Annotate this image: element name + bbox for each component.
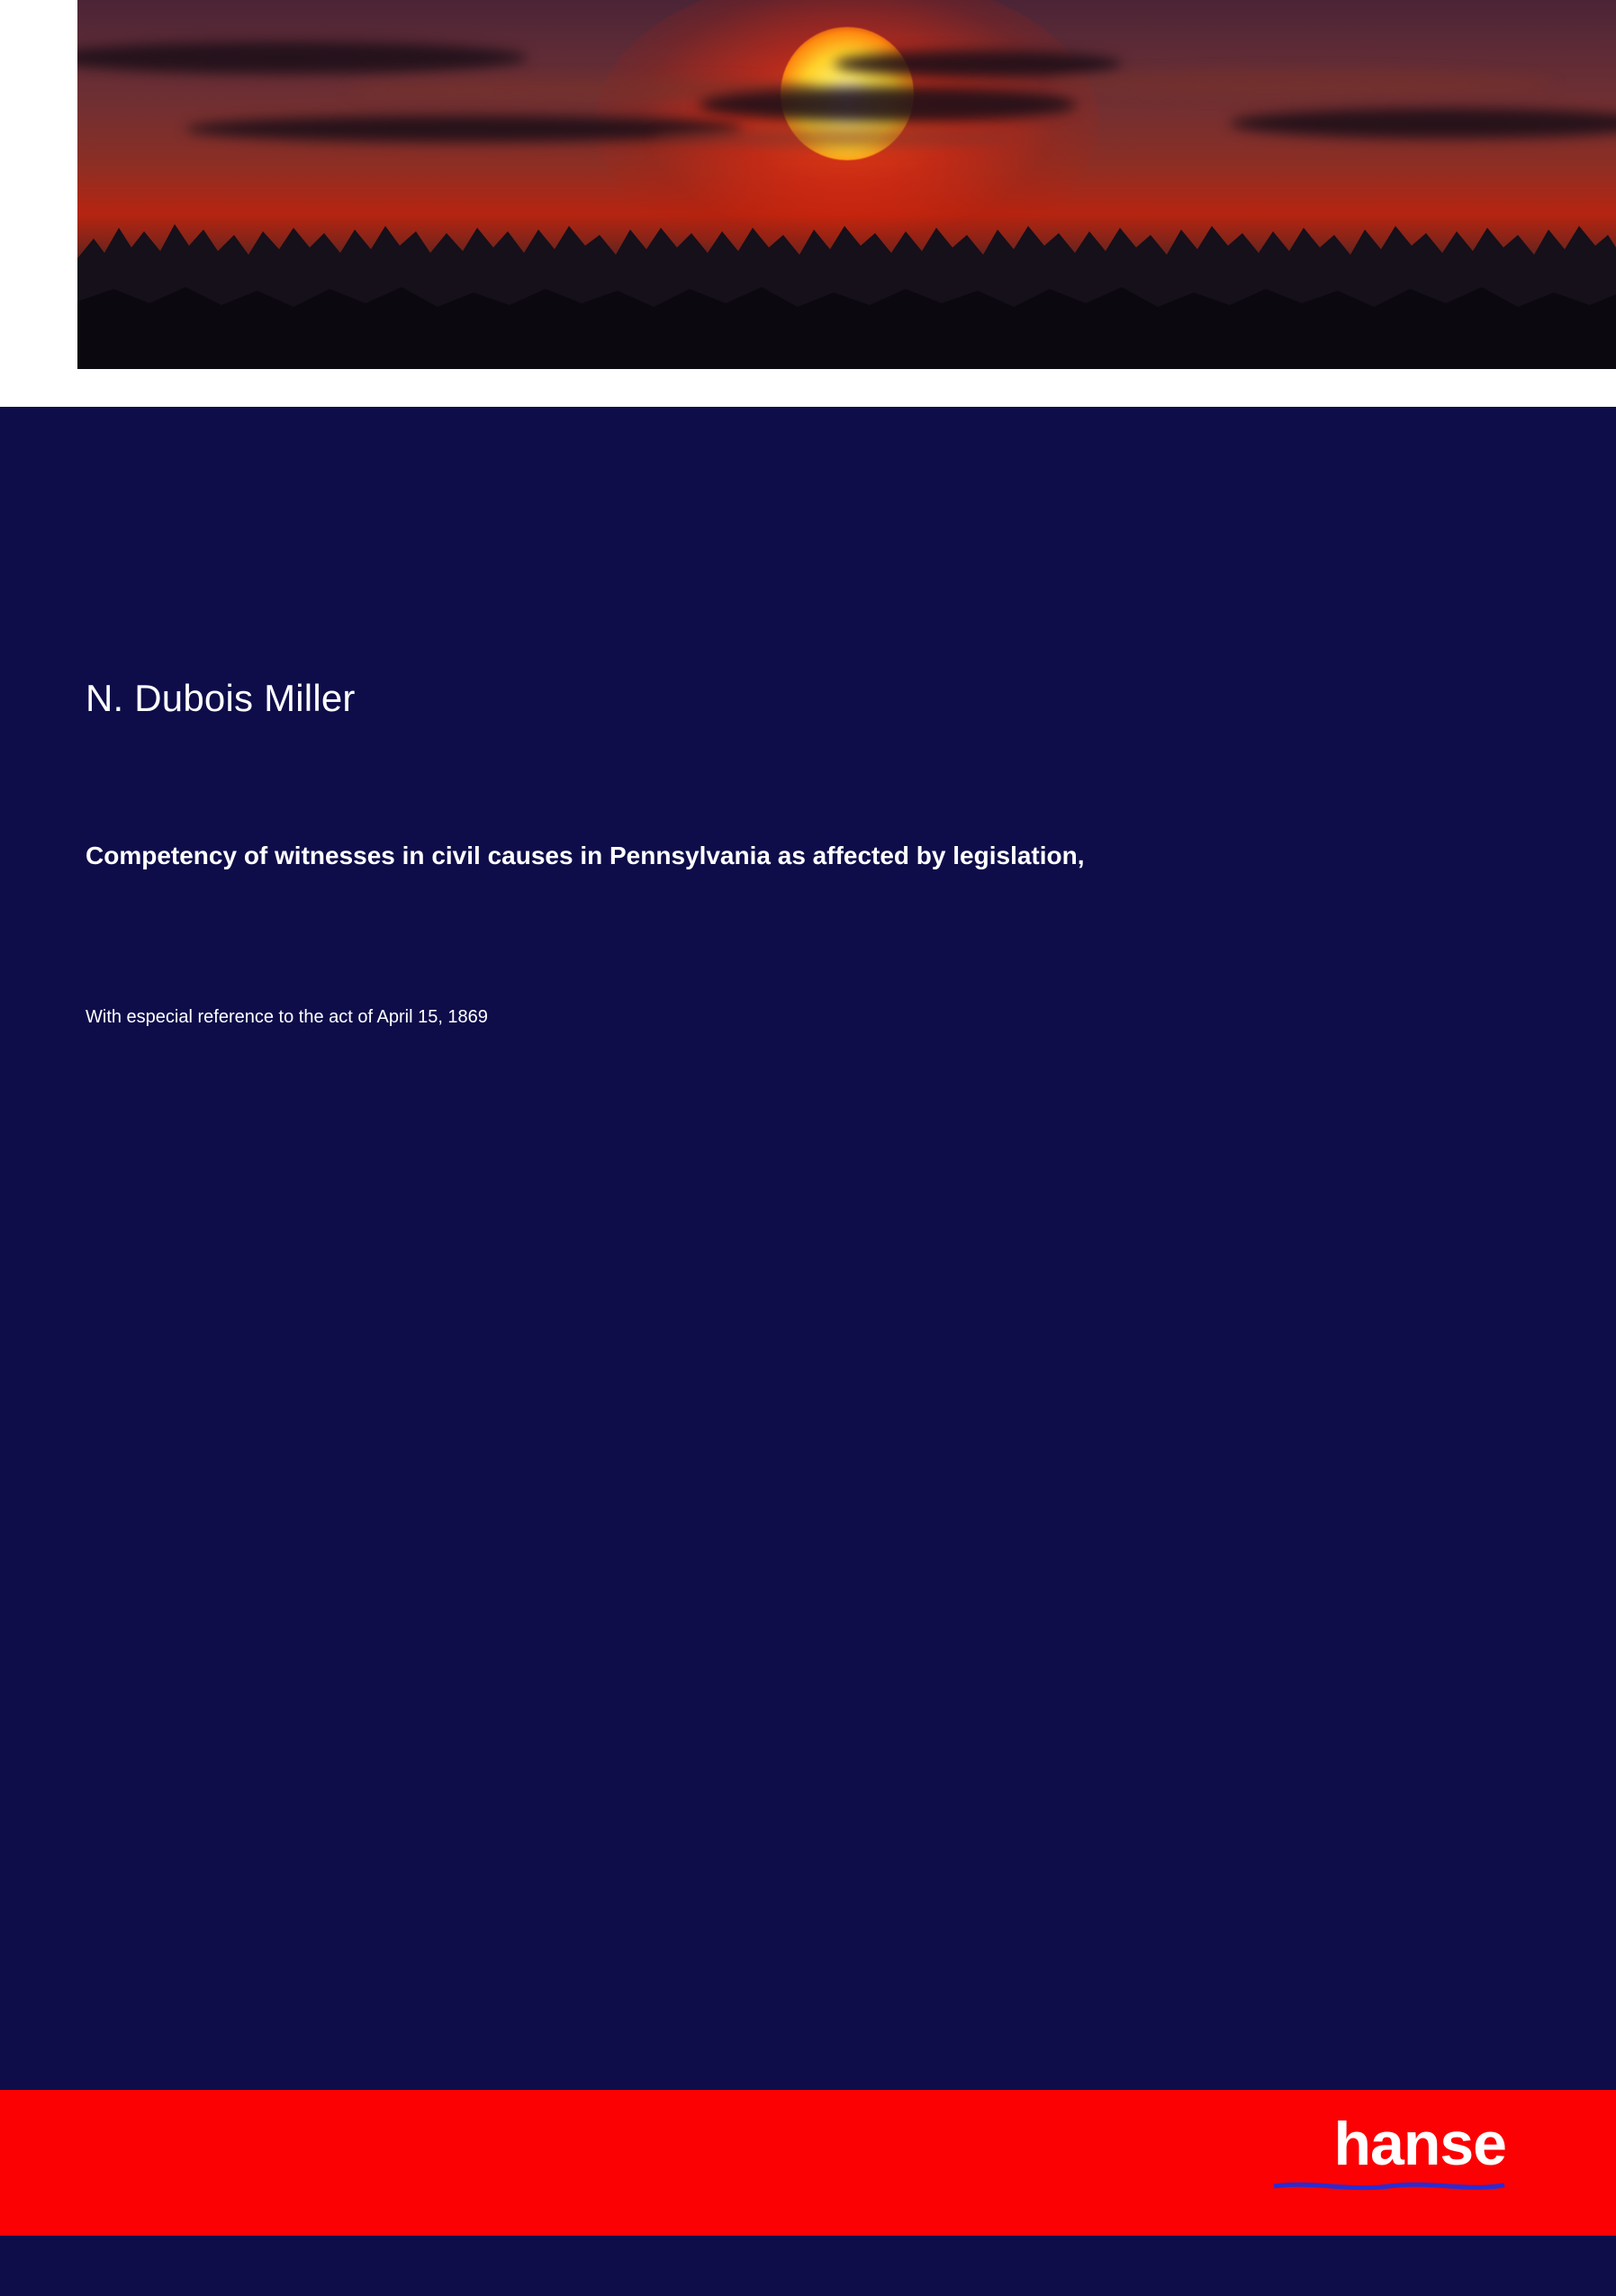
- publisher-band: [0, 2090, 1616, 2236]
- author-name: N. Dubois Miller: [86, 677, 356, 719]
- cover-photo-area: [0, 0, 1616, 407]
- book-subtitle: With especial reference to the act of April 15, 1869: [86, 1007, 488, 1027]
- treeline-silhouette: [77, 176, 1616, 369]
- cloud-shape: [1050, 70, 1554, 97]
- book-title: Competency of witnesses in civil causes in Pennsylvania as affected by legislation,: [86, 842, 1085, 869]
- publisher-name: hanse: [1333, 2110, 1506, 2178]
- cloud-shape: [699, 86, 1077, 122]
- publisher-logo: [1272, 2110, 1506, 2191]
- logo-underline-icon: [1272, 2180, 1506, 2191]
- cover-image: [77, 0, 1616, 369]
- cover-body: [0, 407, 1616, 2090]
- cloud-shape: [834, 50, 1122, 77]
- cloud-shape: [654, 128, 1014, 148]
- bottom-strip: [0, 2236, 1616, 2296]
